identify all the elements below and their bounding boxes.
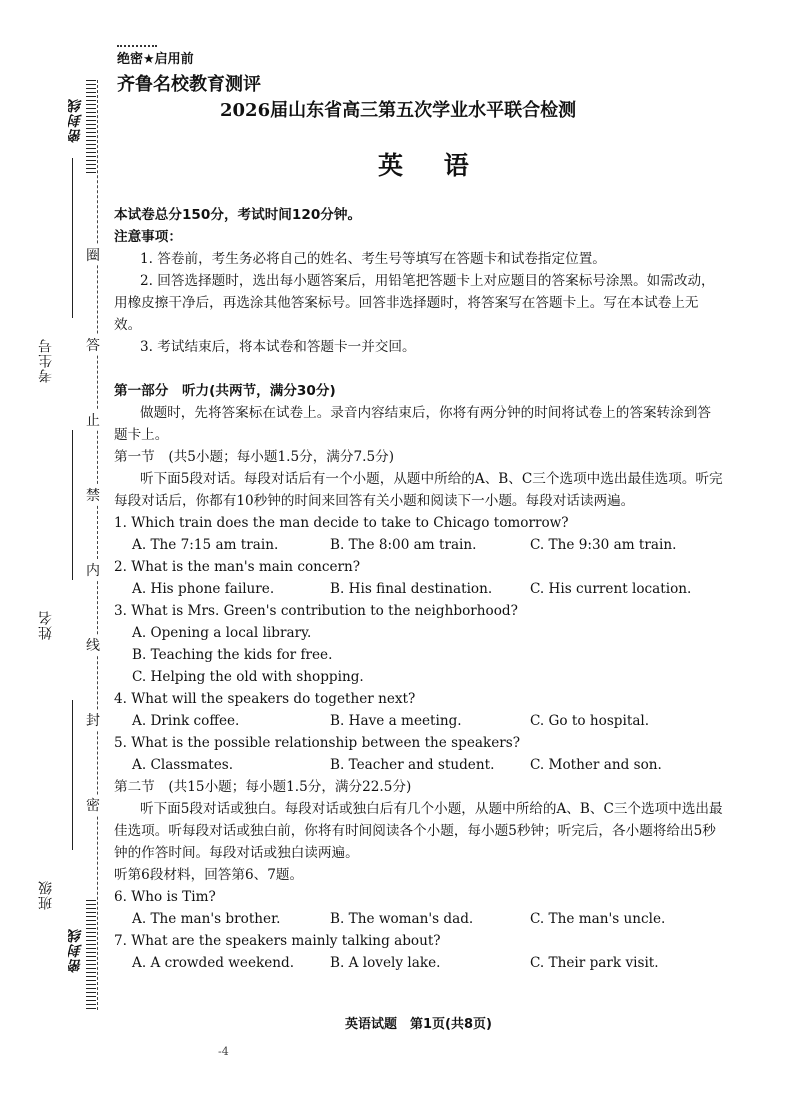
option-b: B. A lovely lake. [330,955,441,971]
page-footer: 英语试题 第1页(共8页) [345,1017,492,1032]
question-1 [114,512,724,556]
part1-title: 第一部分 听力(共两节，满分30分) [114,383,336,399]
note-2: 2. 回答选择题时，选出每小题答案后，用铅笔把答题卡上对应题目的答案标号涂黑。如需改动，用橡皮擦干净后，再选涂其他答案标号。回答非选择题时，将答案写在答题卡上。写在本试卷上无效。 [114,273,715,333]
question-7 [114,930,724,974]
seal-char: 线 [86,635,100,655]
option-c: C. The man's uncle. [530,911,666,927]
question-5 [114,732,724,776]
question-text: 1. Which train does the man decide to take to Chicago tomorrow? [114,515,569,531]
class-label: 班级 [38,880,54,910]
seal-char: 封 [86,710,100,730]
option-a: A. His phone failure. [132,581,275,597]
question-text: 5. What is the possible relationship between the speakers? [114,735,521,751]
section2-title: 第二节 (共15小题；每小题1.5分，满分22.5分) [114,779,412,795]
top-dots [117,45,157,47]
seal-label-bottom: 密封线 [68,928,84,973]
option-a: A. Opening a local library. [132,625,312,641]
question-text: 4. What will the speakers do together next? [114,691,416,707]
question-4 [114,688,724,732]
section1-title: 第一节 (共5小题；每小题1.5分，满分7.5分) [114,449,394,465]
seal-char: 密 [86,795,100,815]
option-c: C. The 9:30 am train. [530,537,677,553]
option-b: B. Teaching the kids for free. [132,647,333,663]
option-c: C. Mother and son. [530,757,662,773]
note-1: 1. 答卷前，考生务必将自己的姓名、考生号等填写在答题卡和试卷指定位置。 [140,251,606,267]
page-mark: -4 [218,1045,229,1058]
option-b: B. The woman's dad. [330,911,474,927]
exam-summary: 本试卷总分150分，考试时间120分钟。 [114,207,362,223]
option-a: A. The man's brother. [132,911,281,927]
question-text: 6. Who is Tim? [114,889,216,905]
seal-dashed-line [97,80,98,1010]
question-text: 7. What are the speakers mainly talking about? [114,933,441,949]
exam-title: 2026届山东省高三第五次学业水平联合检测 [220,100,577,121]
name-line [72,430,73,580]
seal-char: 答 [86,335,100,355]
question-text: 3. What is Mrs. Green's contribution to the neighborhood? [114,603,518,619]
student-id-label: 考生号 [38,338,54,383]
seal-char: 内 [86,560,100,580]
binding-strip [28,80,98,1010]
part1-instructions: 做题时，先将答案标在试卷上。录音内容结束后，你将有两分钟的时间将试卷上的答案转涂到答题卡上。 [114,405,711,443]
option-b: B. His final destination. [330,581,493,597]
option-a: A. Drink coffee. [132,713,240,729]
option-a: A. Classmates. [132,757,234,773]
ruler-top [86,80,96,175]
material-note: 听第6段材料，回答第6、7题。 [114,867,304,883]
option-a: A. A crowded weekend. [132,955,295,971]
subject-title: 英 语 [378,151,485,180]
ruler-bottom [86,900,96,1010]
section2-instructions: 听下面5段对话或独白。每段对话或独白后有几个小题，从题中所给的A、B、C三个选项中选出最佳选项。听每段对话或独白前，你将有时间阅读各个小题，每小题5秒钟；听完后，各小题将给出5秒钟的作答时间。每段对话或独白读两遍。 [114,801,723,861]
seal-char: 止 [86,410,100,430]
class-line [72,700,73,850]
option-a: A. The 7:15 am train. [132,537,279,553]
option-b: B. The 8:00 am train. [330,537,477,553]
option-c: C. Their park visit. [530,955,659,971]
seal-label-top: 密封线 [68,98,84,143]
question-text: 2. What is the man's main concern? [114,559,361,575]
option-b: B. Have a meeting. [330,713,462,729]
option-c: C. Helping the old with shopping. [132,669,364,685]
secret-label: 绝密★启用前 [117,52,194,67]
notes-title: 注意事项： [114,229,182,245]
option-c: C. Go to hospital. [530,713,650,729]
seal-char: 禁 [86,485,100,505]
question-6 [114,886,724,930]
option-b: B. Teacher and student. [330,757,495,773]
option-c: C. His current location. [530,581,692,597]
student-id-line [72,158,73,318]
name-label: 姓名 [38,610,54,640]
seal-char: 圈 [86,245,100,265]
organization: 齐鲁名校教育测评 [117,74,261,95]
exam-content [114,204,724,974]
question-2 [114,556,724,600]
section1-instructions: 听下面5段对话。每段对话后有一个小题，从题中所给的A、B、C三个选项中选出最佳选项。听完每段对话后，你都有10秒钟的时间来回答有关小题和阅读下一小题。每段对话读两遍。 [114,471,723,509]
note-3: 3. 考试结束后，将本试卷和答题卡一并交回。 [140,339,416,355]
question-3 [114,600,724,688]
